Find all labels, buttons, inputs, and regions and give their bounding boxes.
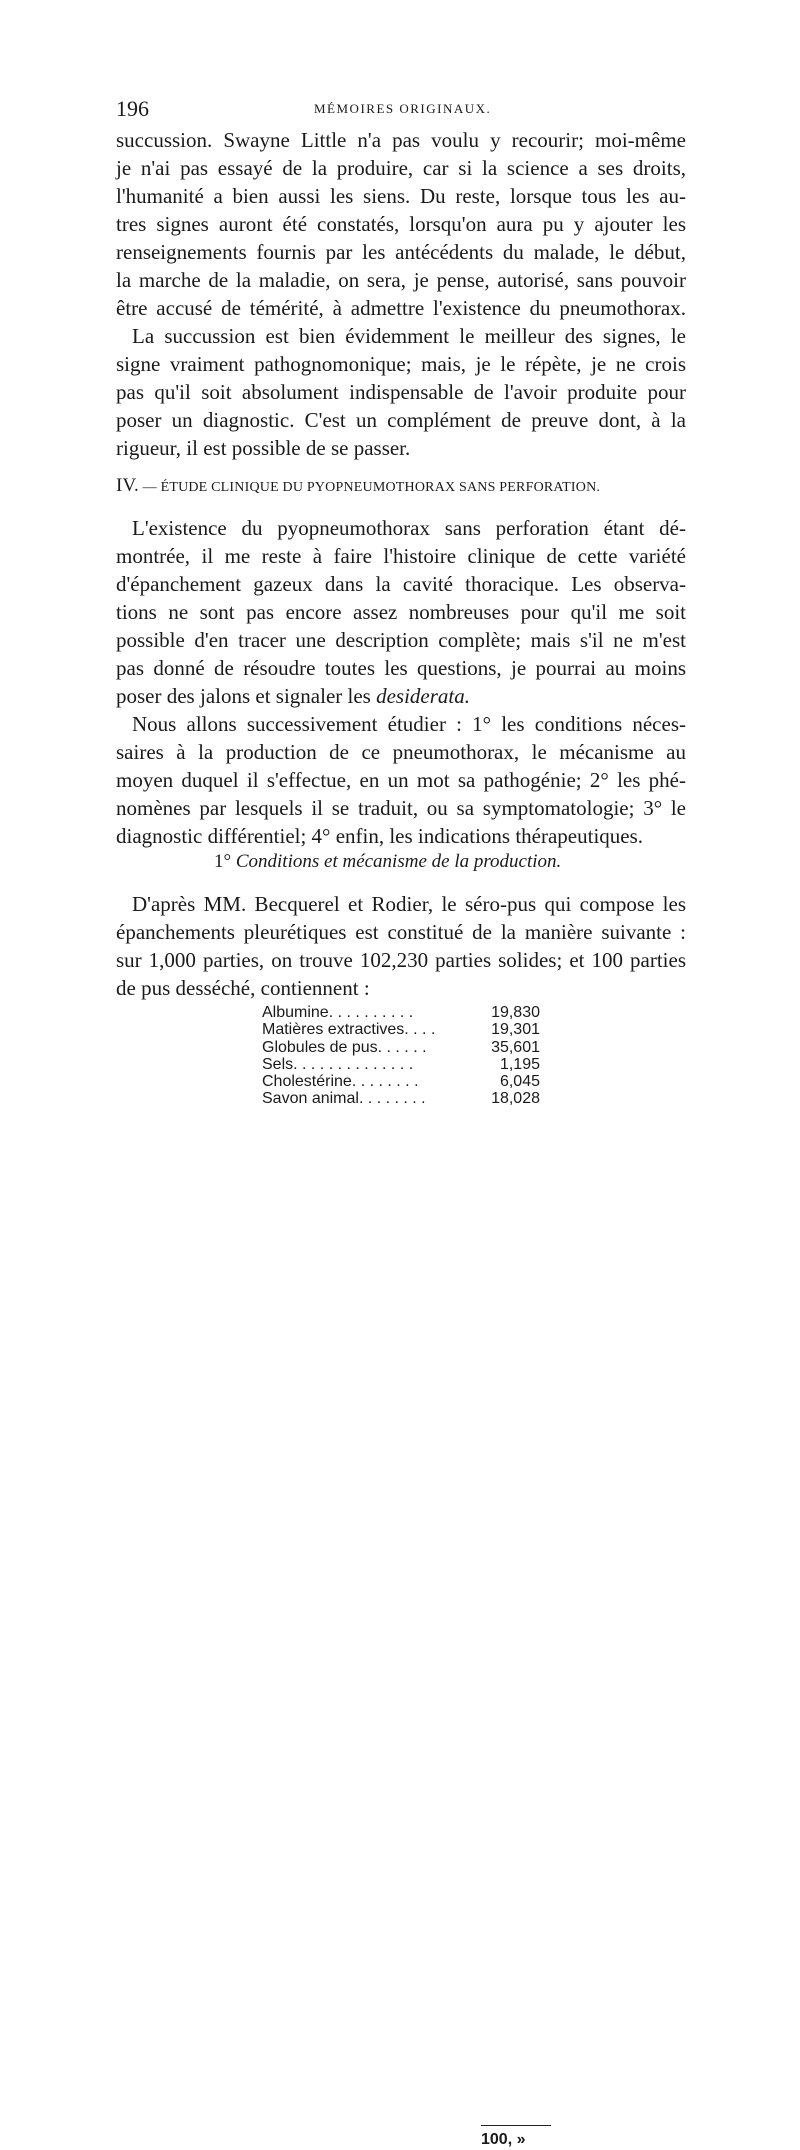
text-line: je n'ai pas essayé de la produire, car si la science a ses droits,: [116, 156, 686, 180]
text-line: pas qu'il soit absolument indispensable de l'avoir produite pour: [116, 380, 686, 404]
composition-table: [262, 1004, 552, 2148]
row-label: Cholestérine. . . . . . . .: [262, 1073, 419, 1091]
text-line: épanchements pleurétiques est constitué de la manière suivante :: [116, 920, 686, 944]
row-value: 19,830: [491, 1004, 540, 1021]
row-label: Globules de pus. . . . . .: [262, 1038, 427, 1056]
sum-rule: [481, 2125, 551, 2126]
text-line: possible d'en tracer une description complète; mais s'il ne m'est: [116, 628, 686, 652]
text-line: rigueur, il est possible de se passer.: [116, 436, 411, 460]
subsection-title: Conditions et mécanisme de la production.: [235, 851, 562, 872]
text-line: diagnostic différentiel; 4° enfin, les indications thérapeutiques.: [116, 824, 644, 848]
row-label: Savon animal. . . . . . . .: [262, 1090, 426, 1108]
row-value: 35,601: [491, 1038, 540, 1056]
text-line: L'existence du pyopneumothorax sans perforation étant dé-: [132, 516, 686, 540]
text-line: nomènes par lesquels il se traduit, ou sa symptomatologie; 3° le: [116, 796, 686, 820]
page-header: [116, 96, 686, 126]
row-label: Sels. . . . . . . . . . . . . .: [262, 1055, 414, 1073]
text-line: la marche de la maladie, on sera, je pense, autorisé, sans pouvoir: [116, 268, 686, 292]
table-row: [262, 1021, 552, 1038]
text-line: D'après MM. Becquerel et Rodier, le séro-pus qui compose les: [132, 892, 686, 916]
text-line: être accusé de témérité, à admettre l'existence du pneumothorax.: [116, 296, 686, 320]
text-line: montrée, il me reste à faire l'histoire clinique de cette variété: [116, 544, 686, 568]
text-line: succussion. Swayne Little n'a pas voulu y recourir; moi-même: [116, 128, 686, 152]
text-line: [116, 682, 686, 710]
table-row: [262, 1004, 552, 1021]
table-row: [262, 1073, 552, 1090]
row-label: Matières extractives. . . .: [262, 1021, 436, 1039]
text-line: signe vraiment pathognomonique; mais, je le répète, je ne crois: [116, 352, 686, 376]
section-dash: —: [142, 480, 157, 495]
text-line: d'épanchement gazeux dans la cavité thoracique. Les observa-: [116, 572, 686, 596]
row-value: 18,028: [491, 1090, 540, 1108]
section-heading: [116, 474, 686, 500]
text-line: tions ne sont pas encore assez nombreuses pour qu'il me soit: [116, 600, 686, 624]
text-line: Nous allons successivement étudier : 1° les conditions néces-: [132, 712, 686, 736]
text-line: sur 1,000 parties, on trouve 102,230 parties solides; et 100 parties: [116, 948, 686, 972]
text-line: poser un diagnostic. C'est un complément de preuve dont, à la: [116, 408, 686, 432]
emphasis-text: desiderata.: [376, 684, 471, 708]
row-value: 1,195: [499, 1055, 540, 1073]
row-value: 19,301: [491, 1021, 540, 1039]
text-line: moyen duquel il s'effectue, en un mot sa pathogénie; 2° les phé-: [116, 768, 686, 792]
text-line: saires à la production de ce pneumothorax, le mécanisme au: [116, 740, 686, 764]
text-line: renseignements fournis par les antécédents du malade, le début,: [116, 240, 686, 264]
row-value: 6,045: [499, 1073, 540, 1091]
table-row: [262, 1090, 552, 1107]
page-number: 196: [116, 96, 149, 121]
table-row: [262, 1039, 552, 1056]
table-row: [262, 1056, 552, 1073]
section-number: IV.: [116, 475, 139, 496]
text-run: poser des jalons et signaler les: [116, 684, 377, 708]
section-title: ÉTUDE CLINIQUE DU PYOPNEUMOTHORAX SANS PERFORATION.: [160, 480, 601, 495]
row-label: Albumine. . . . . . . . . .: [262, 1004, 414, 1021]
text-line: La succussion est bien évidemment le meilleur des signes, le: [132, 324, 686, 348]
text-line: pas donné de résoudre toutes les questions, je pourrai au moins: [116, 656, 686, 680]
subsection-number: 1°: [214, 851, 232, 872]
text-line: l'humanité a bien aussi les siens. Du reste, lorsque tous les au-: [116, 184, 686, 208]
running-title: MÉMOIRES ORIGINAUX.: [314, 101, 492, 116]
text-line: tres signes auront été constatés, lorsqu'on aura pu y ajouter les: [116, 212, 686, 236]
table-total: 100, »: [481, 2131, 526, 2148]
text-line: de pus desséché, contiennent :: [116, 976, 370, 1000]
subsection-heading: [214, 848, 561, 876]
